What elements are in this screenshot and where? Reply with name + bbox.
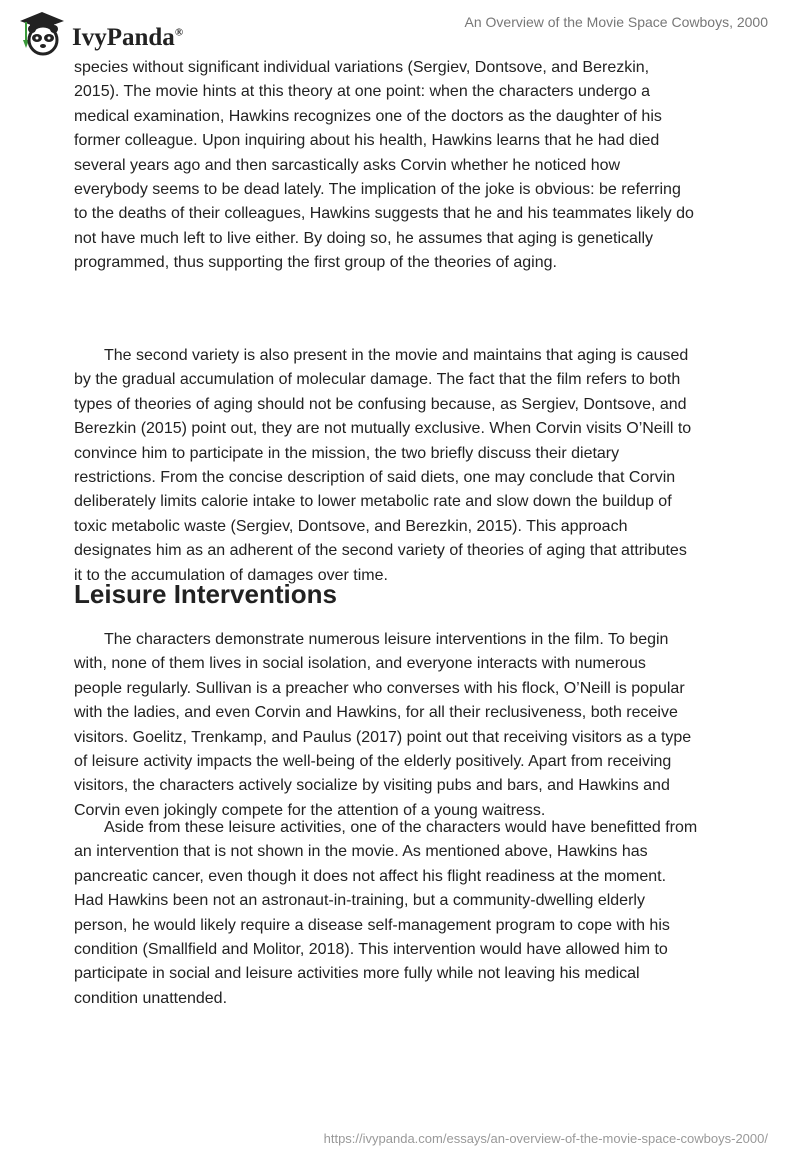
ivypanda-logo[interactable] bbox=[18, 10, 183, 56]
text-line: visitors, the characters actively socialize by visiting pubs and bars, and Hawkins and bbox=[74, 777, 670, 795]
logo-text: IvyPanda® bbox=[72, 24, 184, 51]
text-line: designates him as an adherent of the second variety of theories of aging that attributes bbox=[74, 542, 687, 560]
text-line: types of theories of aging should not be confusing because, as Sergiev, Dontsove, and bbox=[74, 395, 687, 413]
text-line: toxic metabolic waste (Sergiev, Dontsove, and Berezkin, 2015). This approach bbox=[74, 517, 628, 535]
text-line: pancreatic cancer, even though it does not affect his flight readiness at the moment. bbox=[74, 867, 667, 885]
text-line: The second variety is also present in the movie and maintains that aging is caused bbox=[104, 347, 689, 364]
paragraph bbox=[74, 816, 754, 1011]
text-line: Aside from these leisure activities, one of the characters would have benefitted from bbox=[104, 819, 698, 836]
paragraph bbox=[74, 344, 754, 588]
text-line: not have much left to live either. By doing so, he assumes that aging is genetically bbox=[74, 229, 653, 247]
text-line: with, none of them lives in social isolation, and everyone interacts with numerous bbox=[74, 655, 646, 673]
text-line: by the gradual accumulation of molecular damage. The fact that the film refers to both bbox=[74, 371, 681, 389]
text-line: 2015). The movie hints at this theory at one point: when the characters undergo a bbox=[74, 83, 651, 101]
footer-url[interactable]: https://ivypanda.com/essays/an-overview-of-the-movie-space-cowboys-2000/ bbox=[323, 1131, 768, 1146]
text-line: everybody seems to be dead lately. The implication of the joke is obvious: be referring bbox=[74, 181, 681, 199]
text-line: visitors. Goelitz, Trenkamp, and Paulus (2017) point out that receiving visitors as a type bbox=[74, 728, 692, 746]
text-line: convince him to participate in the mission, the two briefly discuss their dietary bbox=[74, 444, 620, 462]
panda-graduate-icon bbox=[18, 10, 66, 56]
text-line: with the ladies, and even Corvin and Hawkins, for all their reclusiveness, both receive bbox=[74, 704, 678, 722]
text-line: former colleague. Upon inquiring about his health, Hawkins learns that he had died bbox=[74, 132, 660, 150]
text-line: species without significant individual variations (Sergiev, Dontsove, and Berezkin, bbox=[74, 59, 650, 76]
text-line: condition unattended. bbox=[74, 989, 228, 1007]
text-line: it to the accumulation of damages over time. bbox=[74, 566, 388, 584]
paragraph bbox=[74, 56, 754, 276]
text-line: Had Hawkins been not an astronaut-in-training, but a community-dwelling elderly bbox=[74, 892, 645, 910]
text-line: Berezkin (2015) point out, they are not mutually exclusive. When Corvin visits O’Neill to bbox=[74, 420, 692, 438]
text-line: The characters demonstrate numerous leisure interventions in the film. To begin bbox=[104, 631, 669, 648]
text-line: people regularly. Sullivan is a preacher who converses with his flock, O’Neill is popular bbox=[74, 679, 685, 697]
text-line: participate in social and leisure activities more fully while not leaving his medical bbox=[74, 965, 640, 983]
text-line: an intervention that is not shown in the movie. As mentioned above, Hawkins has bbox=[74, 843, 648, 861]
text-line: of leisure activity impacts the well-being of the elderly positively. Apart from receiving bbox=[74, 753, 672, 771]
text-line: to the deaths of their colleagues, Hawkins suggests that he and his teammates likely do bbox=[74, 205, 694, 223]
text-line: restrictions. From the concise description of said diets, one may conclude that Corvin bbox=[74, 469, 676, 487]
text-line: person, he would likely require a disease self-management program to cope with his bbox=[74, 916, 670, 934]
text-line: programmed, thus supporting the first group of the theories of aging. bbox=[74, 254, 557, 272]
text-line: Corvin even jokingly compete for the attention of a young waitress. bbox=[74, 801, 546, 819]
text-line: deliberately limits calorie intake to lower metabolic rate and slow down the buildup of bbox=[74, 493, 672, 511]
text-line: medical examination, Hawkins recognizes one of the doctors as the daughter of his bbox=[74, 107, 662, 125]
text-line: several years ago and then sarcastically asks Corvin whether he noticed how bbox=[74, 156, 621, 174]
document-title: An Overview of the Movie Space Cowboys, 2000 bbox=[464, 14, 768, 30]
text-line: condition (Smallfield and Molitor, 2018). This intervention would have allowed him to bbox=[74, 941, 668, 959]
section-heading: Leisure Interventions bbox=[74, 579, 337, 609]
paragraph bbox=[74, 628, 754, 823]
